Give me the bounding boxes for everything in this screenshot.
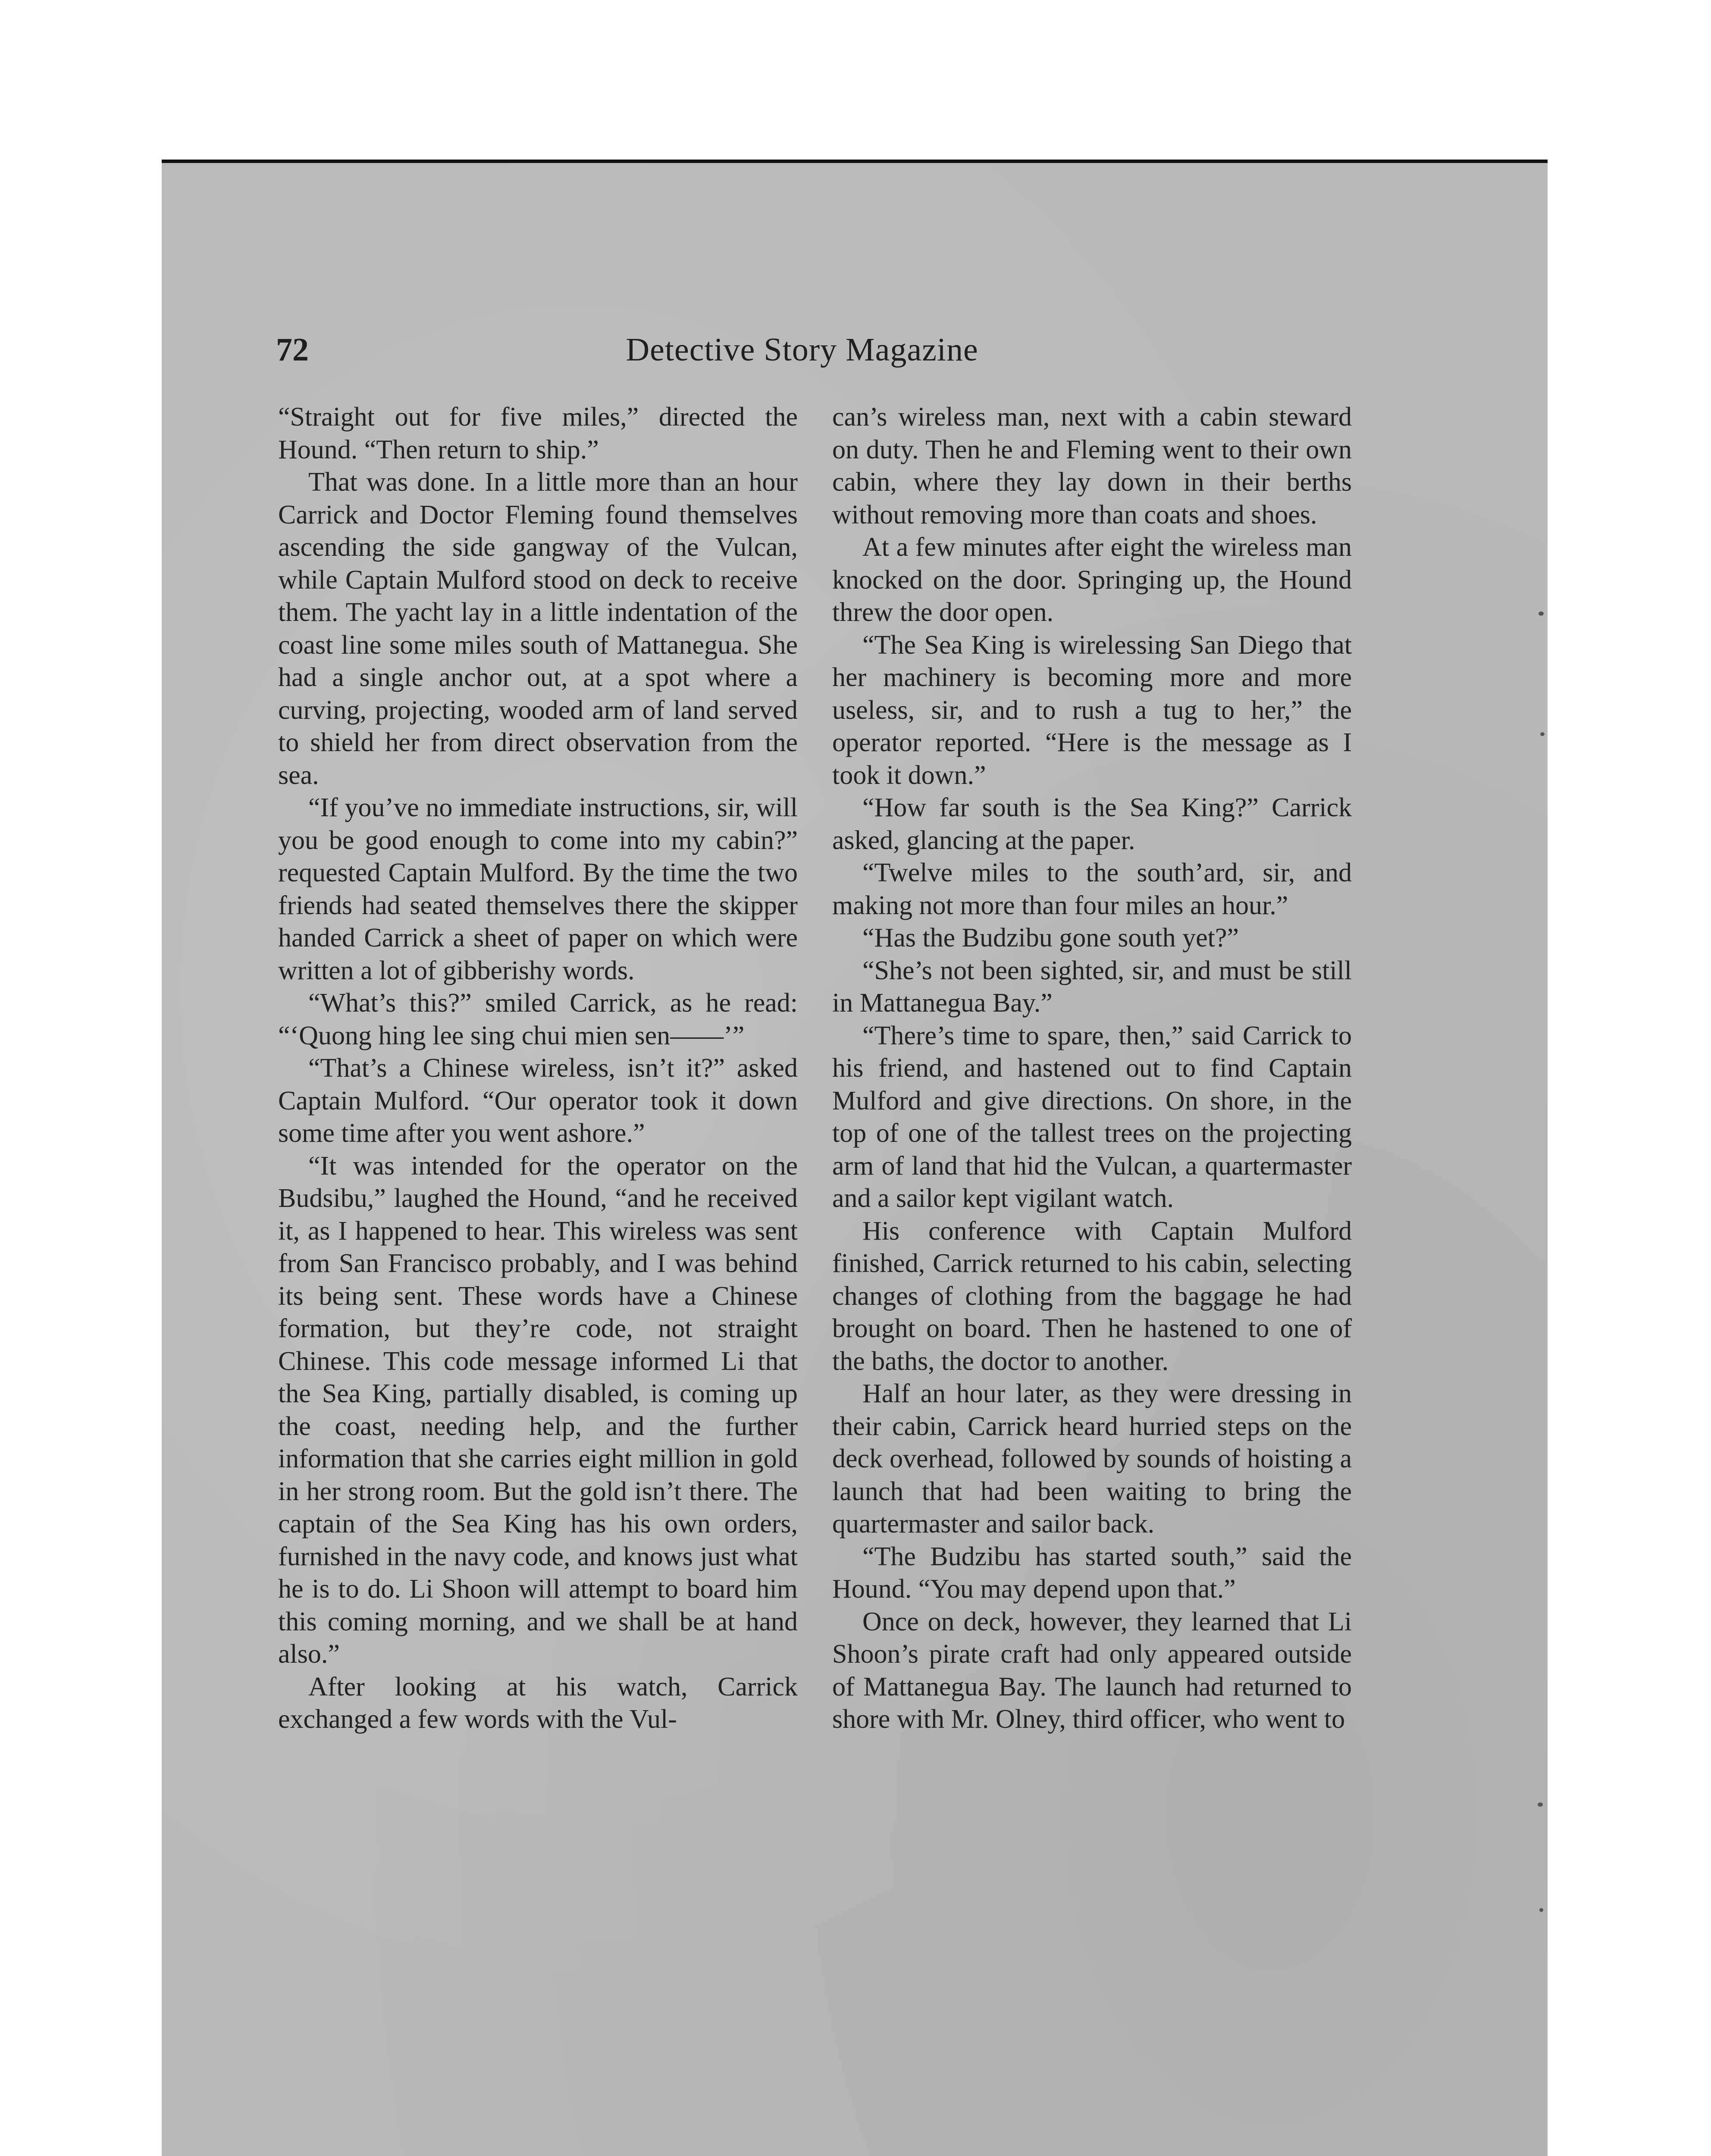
paragraph: “Straight out for five miles,” directed the Hound. “Then return to ship.” [278, 402, 798, 464]
paragraph: At a few minutes after eight the wireless man knocked on the door. Springing up, the Hound threw the door open. [832, 533, 1352, 627]
paragraph: “How far south is the Sea King?” Carrick asked, glancing at the paper. [832, 793, 1352, 855]
paragraph: “It was intended for the operator on the Budsibu,” laughed the Hound, “and he received it, as I happened to hear. This wireless was sent from San Francisco probably, and I was behind its being sent. These words have a Chinese formation, but they’re code, not straight Chinese. This code message informed Li that the Sea King, partially disabled, is coming up the coast, needing help, and the further information that she carries eight million in gold in her strong room. But the gold isn’t there. The captain of the Sea King has his own orders, furnished in the navy code, and knows just what he is to do. Li Shoon will attempt to board him this coming morning, and we shall be at hand also.” [278, 1151, 798, 1669]
paragraph: Half an hour later, as they were dressing in their cabin, Carrick heard hurried steps on the deck overhead, followed by sounds of hoisting a launch that had been waiting to bring the quartermaster and sailor back. [832, 1379, 1352, 1539]
paragraph: “The Budzibu has started south,” said the Hound. “You may depend upon that.” [832, 1542, 1352, 1604]
paragraph: “There’s time to spare, then,” said Carrick to his friend, and hastened out to find Captain Mulford and give directions. On shore, in the top of one of the tallest trees on the projecting arm of land that hid the Vulcan, a quartermaster and a sailor kept vigilant watch. [832, 1021, 1352, 1213]
paragraph: can’s wireless man, next with a cabin steward on duty. Then he and Fleming went to their own cabin, where they lay down in their berths without removing more than coats and shoes. [832, 402, 1352, 530]
paragraph: “What’s this?” smiled Carrick, as he read: “‘Quong hing lee sing chui mien sen——’” [278, 988, 798, 1050]
paragraph: “The Sea King is wirelessing San Diego that her machinery is becoming more and more useless, sir, and to rush a tug to her,” the operator reported. “Here is the message as I took it down.” [832, 630, 1352, 790]
left-column [278, 401, 798, 1736]
page-speck [1539, 611, 1544, 616]
running-head: Detective Story Magazine [626, 332, 978, 368]
paragraph: His conference with Captain Mulford finished, Carrick returned to his cabin, selecting changes of clothing from the baggage he had brought on board. Then he hastened to one of the baths, the doctor to another. [832, 1216, 1352, 1376]
paragraph: “If you’ve no immediate instructions, sir, will you be good enough to come into my cabin?” requested Captain Mulford. By the time the two friends had seated themselves there the skipper handed Carrick a sheet of paper on which were written a lot of gibberishy words. [278, 793, 798, 985]
page-speck [1538, 1802, 1543, 1807]
paragraph: Once on deck, however, they learned that Li Shoon’s pirate craft had only appeared outside of Mattanegua Bay. The launch had returned to shore with Mr. Olney, third officer, who went to [832, 1607, 1352, 1734]
paragraph: “She’s not been sighted, sir, and must be still in Mattanegua Bay.” [832, 956, 1352, 1018]
page-speck [1539, 1908, 1543, 1912]
page-speck [1540, 732, 1545, 736]
paragraph: “That’s a Chinese wireless, isn’t it?” asked Captain Mulford. “Our operator took it down some time after you went ashore.” [278, 1053, 798, 1148]
paragraph: “Has the Budzibu gone south yet?” [862, 923, 1239, 953]
page-number: 72 [276, 332, 309, 368]
paragraph: After looking at his watch, Carrick exchanged a few words with the Vul- [278, 1672, 798, 1734]
right-column [832, 401, 1352, 1736]
paragraph: That was done. In a little more than an hour Carrick and Doctor Fleming found themselves ascending the side gangway of the Vulcan, while Captain Mulford stood on deck to receive them. The yacht lay in a little indentation of the coast line some miles south of Mattanegua. She had a single anchor out, at a spot where a curving, projecting, wooded arm of land served to shield her from direct observation from the sea. [278, 467, 798, 790]
paragraph: “Twelve miles to the south’ard, sir, and making not more than four miles an hour.” [832, 858, 1352, 920]
